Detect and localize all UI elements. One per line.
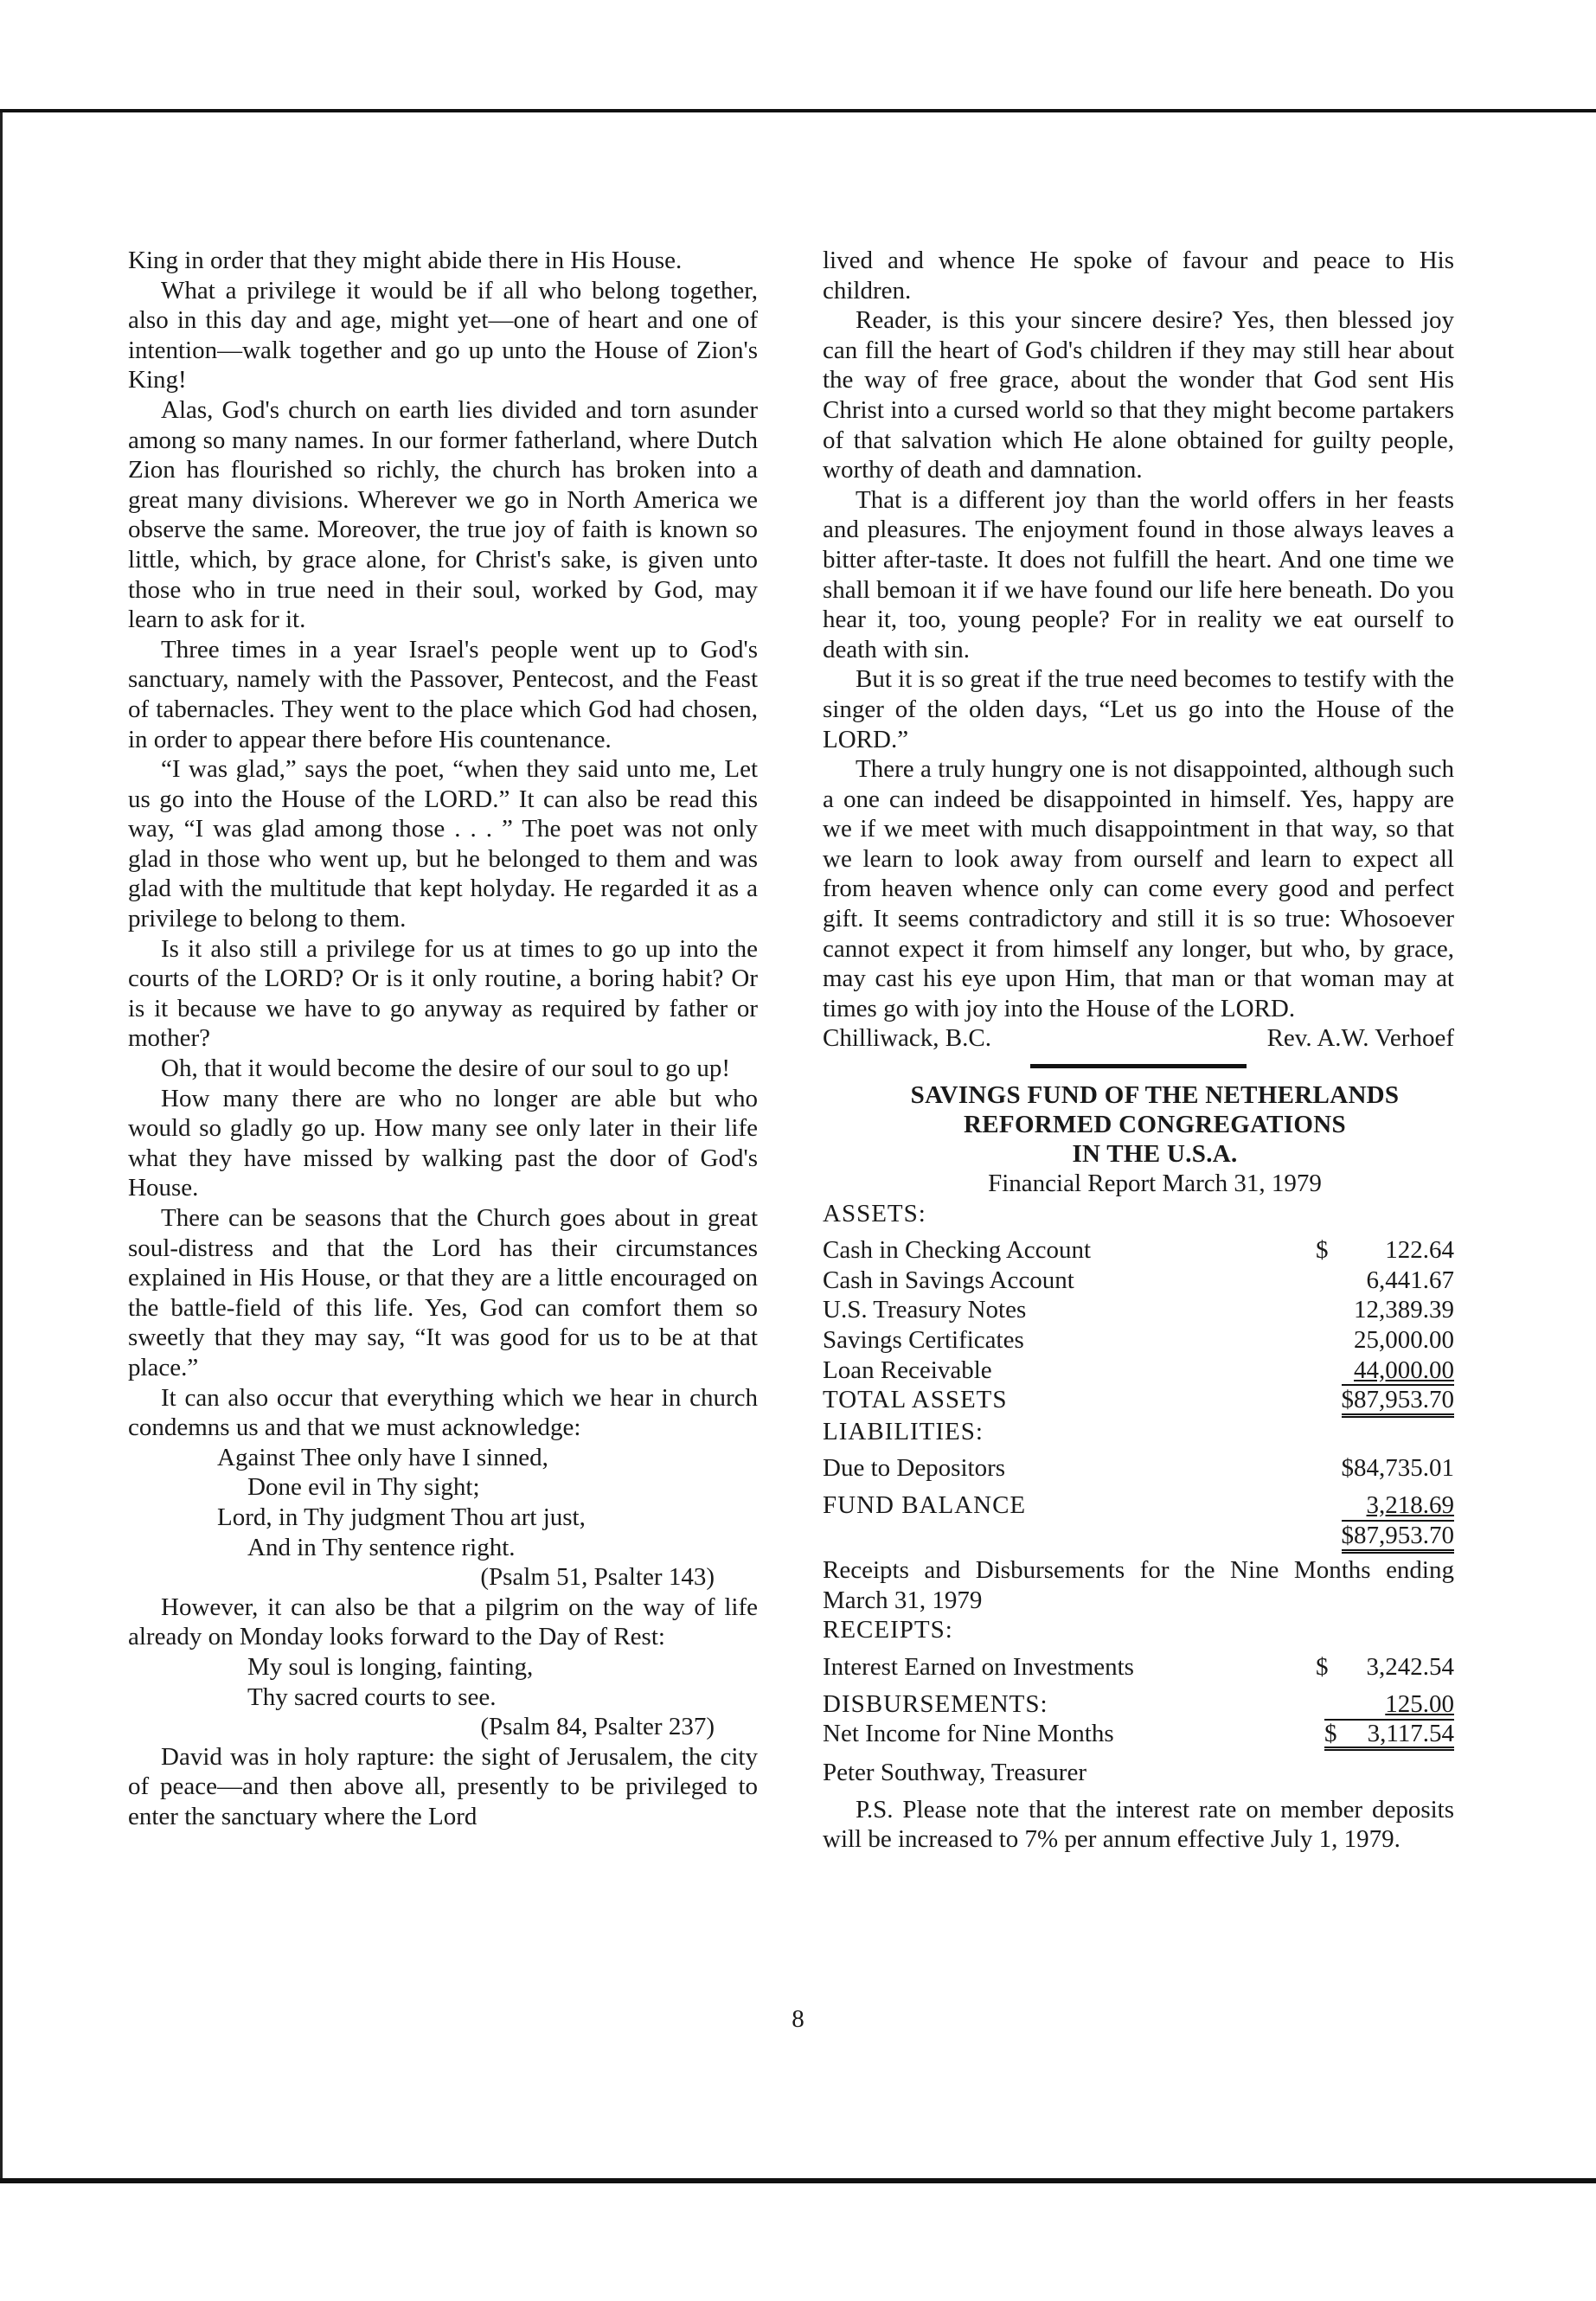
paragraph: How many there are who no longer are able but who would so gladly go up. How many see only later in their life what they have missed by walking past the door of God's House. [128, 1084, 758, 1202]
fund-title-line: IN THE U.S.A. [1072, 1140, 1238, 1169]
asset-label: Cash in Savings Account [823, 1266, 1074, 1294]
asset-amount: 44,000.00 [1354, 1356, 1454, 1384]
paragraph: It can also occur that everything which we hear in church condemns us and that we must acknowledge: [128, 1383, 758, 1442]
signature-author: Rev. A.W. Verhoef [1266, 1024, 1454, 1053]
liability-total-row [823, 1521, 1454, 1551]
postscript: P.S. Please note that the interest rate on member deposits will be increased to 7% per annum effective July 1, 1979. [823, 1795, 1454, 1854]
verse-line: Done evil in Thy sight; [247, 1473, 480, 1502]
fund-title-line: SAVINGS FUND OF THE NETHERLANDS [910, 1081, 1400, 1110]
fund-balance-amount: 3,218.69 [1366, 1490, 1454, 1519]
liabilities-heading: LIABILITIES: [823, 1417, 984, 1445]
paragraph: David was in holy rapture: the sight of Jerusalem, the city of peace—and then above all, presently to be privileged to enter the sanctuary where the Lord [128, 1742, 758, 1830]
paragraph: There a truly hungry one is not disappointed, although such a one can indeed be disappointed in himself. Yes, happy are we if we meet with much disappointment in that way, so that we learn to look away from ourself and learn to expect all from heaven whence only can come every good and perfect gift. It seems contradictory and still it is so true: Whosoever cannot expect it from himself any longer, but who, by grace, may cast his eye upon Him, that man or that woman may at times go with joy into the House of the LORD. [823, 755, 1454, 1022]
verse-block-2 [128, 1652, 758, 1742]
paragraph: However, it can also be that a pilgrim on the way of life already on Monday looks forward to the Day of Rest: [128, 1593, 758, 1651]
paragraph: Is it also still a privilege for us at times to go up into the courts of the LORD? Or is it only routine, a boring habit? Or is it because we have to go anyway as required by father or mother? [128, 934, 758, 1053]
interest-label: Interest Earned on Investments [823, 1652, 1134, 1681]
net-income-row [823, 1719, 1454, 1751]
paragraph: Alas, God's church on earth lies divided and torn asunder among so many names. In our former fatherland, where Dutch Zion has flourished so richly, the church has broken into a great many divisions. Wherever we go in North America we observe the same. Moreover, the true joy of faith is known so little, which, by grace alone, for Christ's sake, is given unto those who in true need in their soul, worked by God, may learn to ask for it. [128, 395, 758, 634]
verse-citation: (Psalm 84, Psalter 237) [480, 1713, 715, 1741]
verse-line: And in Thy sentence right. [247, 1533, 516, 1561]
asset-row [823, 1325, 1454, 1356]
left-edge [0, 112, 3, 2180]
report-date: Financial Report March 31, 1979 [988, 1170, 1322, 1198]
bottom-rule [0, 2178, 1596, 2183]
total-assets-row [823, 1385, 1454, 1415]
asset-label: Loan Receivable [823, 1356, 992, 1384]
net-income-label: Net Income for Nine Months [823, 1720, 1114, 1748]
liability-amount: $84,735.01 [1341, 1454, 1454, 1483]
asset-row [823, 1295, 1454, 1325]
receipts-intro: Receipts and Disbursements for the Nine Months ending March 31, 1979 [823, 1556, 1454, 1614]
asset-label: U.S. Treasury Notes [823, 1296, 1027, 1324]
paragraph: Reader, is this your sincere desire? Yes, then blessed joy can fill the heart of God's children if they may still hear about the way of free grace, about the wonder that God sent His Christ into a cursed world so that they might become partakers of that salvation which He alone obtained for guilty people, worthy of death and damnation. [823, 306, 1454, 484]
net-income-amount: $ 3,117.54 [1324, 1719, 1454, 1751]
asset-amount: 6,441.67 [1366, 1266, 1454, 1294]
fund-balance-label: FUND BALANCE [823, 1490, 1027, 1519]
paragraph: That is a different joy than the world offers in her feasts and pleasures. The enjoyment found in those always leaves a bitter after-taste. It does not fulfill the heart. And one time we shall bemoan it if we have found our life here beneath. Do you hear it, too, young people? For in reality we eat ourself to death with sin. [823, 485, 1454, 663]
treasurer-signature: Peter Southway, Treasurer [823, 1759, 1086, 1787]
asset-row [823, 1235, 1454, 1266]
verse-block-1 [128, 1443, 758, 1593]
left-column [128, 246, 758, 1831]
top-rule [0, 109, 1596, 112]
paragraph: There can be seasons that the Church goes about in great soul-distress and that the Lord has their circumstances explained in His House, or that they are a little encouraged on the battle-field of this life. Yes, God can comfort them so sweetly that they may say, “It was good for us to be at that place.” [128, 1204, 758, 1381]
paragraph: What a privilege it would be if all who belong together, also in this day and age, might yet—one of heart and one of intention—walk together and go up unto the House of Zion's King! [128, 276, 758, 394]
fund-title-line: REFORMED CONGREGATIONS [964, 1111, 1346, 1139]
fund-report [823, 1080, 1454, 1855]
interest-row [823, 1652, 1454, 1682]
asset-amount: $ 122.64 [1316, 1236, 1454, 1265]
liability-label: Due to Depositors [823, 1454, 1006, 1483]
asset-row [823, 1356, 1454, 1386]
assets-heading: ASSETS: [823, 1199, 926, 1227]
liability-total-amount: $87,953.70 [1342, 1520, 1455, 1554]
receipts-heading: RECEIPTS: [823, 1616, 953, 1644]
interest-amount: $ 3,242.54 [1316, 1652, 1454, 1681]
verse-citation: (Psalm 51, Psalter 143) [480, 1563, 715, 1592]
asset-label: Savings Certificates [823, 1326, 1024, 1354]
disbursements-amount: 125.00 [1385, 1689, 1454, 1718]
section-divider [1030, 1064, 1247, 1068]
fund-balance-row [823, 1490, 1454, 1521]
asset-amount: 25,000.00 [1354, 1326, 1454, 1354]
page-number: 8 [792, 2005, 804, 2033]
asset-label: Cash in Checking Account [823, 1236, 1092, 1265]
verse-line: Lord, in Thy judgment Thou art just, [217, 1503, 586, 1531]
paragraph: But it is so great if the true need becomes to testify with the singer of the olden days, “Let us go into the House of the LORD.” [823, 665, 1454, 753]
verse-line: Thy sacred courts to see. [247, 1682, 497, 1711]
paragraph: lived and whence He spoke of favour and peace to His children. [823, 247, 1454, 304]
asset-row [823, 1266, 1454, 1296]
verse-line: My soul is longing, fainting, [247, 1652, 534, 1681]
total-assets-amount: $87,953.70 [1342, 1384, 1455, 1418]
verse-line: Against Thee only have I sinned, [217, 1443, 548, 1471]
disbursements-row [823, 1689, 1454, 1720]
signature-place: Chilliwack, B.C. [823, 1024, 991, 1053]
disbursements-label: DISBURSEMENTS: [823, 1689, 1048, 1718]
paragraph: Oh, that it would become the desire of our soul to go up! [161, 1054, 731, 1083]
paragraph: “I was glad,” says the poet, “when they said unto me, Let us go into the House of the LORD.” It can also be read this way, “I was glad among those . . . ” The poet was not only glad in those who went up, but he belonged to them and was glad with the multitude that kept holyday. He regarded it as a privilege to belong to them. [128, 755, 758, 933]
paragraph: Three times in a year Israel's people went up to God's sanctuary, namely with the Passover, Pentecost, and the Feast of tabernacles. They went to the place which God had chosen, in order to appear there before His countenance. [128, 635, 758, 753]
paragraph: King in order that they might abide there in His House. [128, 247, 683, 274]
asset-amount: 12,389.39 [1354, 1296, 1454, 1324]
liability-row [823, 1453, 1454, 1484]
right-column [823, 246, 1454, 1855]
signature-line [823, 1023, 1454, 1054]
total-assets-label: TOTAL ASSETS [823, 1386, 1008, 1414]
